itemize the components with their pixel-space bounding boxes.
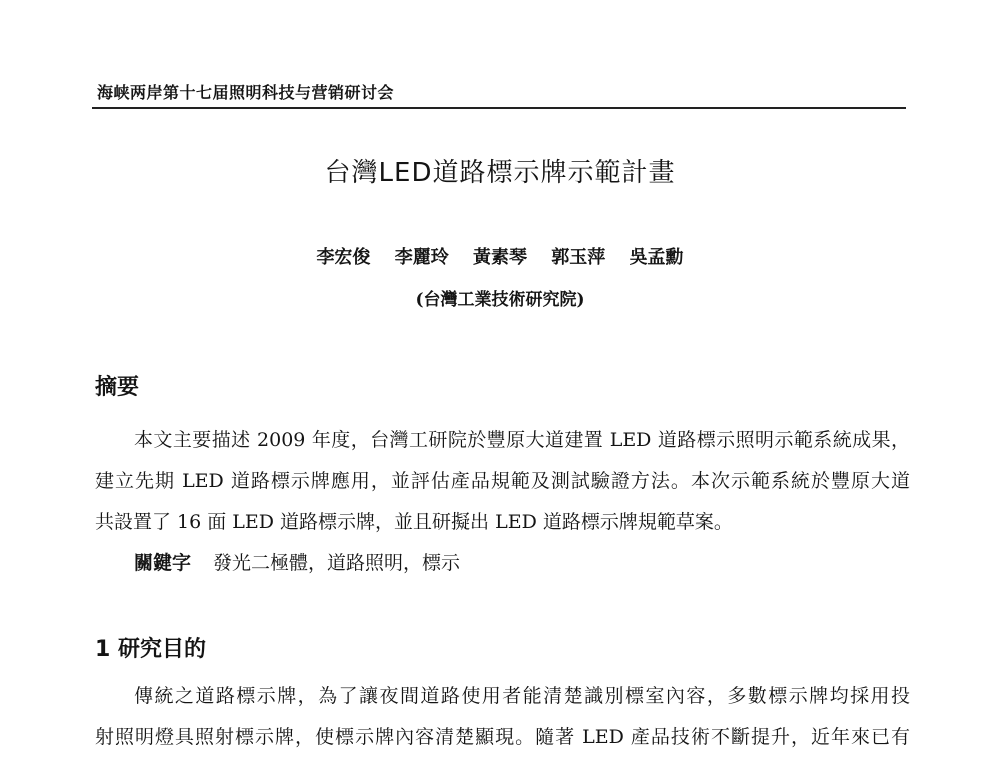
section-heading: 1 研究目的 bbox=[95, 637, 206, 662]
author-name: 郭玉萍 bbox=[551, 247, 606, 268]
author-name: 黃素琴 bbox=[473, 247, 527, 268]
body-line: 傳統之道路標示牌，為了讓夜間道路使用者能清楚識別標室內容，多數標示牌均採用投 bbox=[134, 685, 910, 707]
author-name: 李麗玲 bbox=[394, 247, 449, 268]
keywords-row bbox=[134, 548, 460, 575]
abstract-line: 共設置了 16 面 LED 道路標示牌，並且研擬出 LED 道路標示牌規範草案。 bbox=[95, 511, 733, 533]
paper-title: 台灣LED道路標示牌示範計畫 bbox=[324, 158, 676, 188]
author-affiliation: (台灣工業技術研究院) bbox=[415, 290, 585, 310]
author-name: 吳孟勳 bbox=[629, 247, 684, 268]
keywords-text: 發光二極體，道路照明，標示 bbox=[213, 552, 461, 574]
header-divider bbox=[92, 107, 906, 109]
running-header: 海峡两岸第十七届照明科技与营销研讨会 bbox=[97, 83, 395, 102]
abstract-line: 建立先期 LED 道路標示牌應用，並評估產品規範及測試驗證方法。本次示範系統於豐原大道 bbox=[95, 470, 910, 492]
keywords-label: 關鍵字 bbox=[134, 552, 192, 574]
abstract-line: 本文主要描述 2009 年度，台灣工研院於豐原大道建置 LED 道路標示照明示範系統成果， bbox=[134, 429, 910, 451]
body-line: 射照明燈具照射標示牌，使標示牌內容清楚顯現。隨著 LED 產品技術不斷提升，近年來已有 bbox=[95, 726, 910, 748]
abstract-heading: 摘要 bbox=[95, 375, 140, 400]
author-name: 李宏俊 bbox=[316, 247, 371, 268]
author-list bbox=[0, 243, 1000, 269]
